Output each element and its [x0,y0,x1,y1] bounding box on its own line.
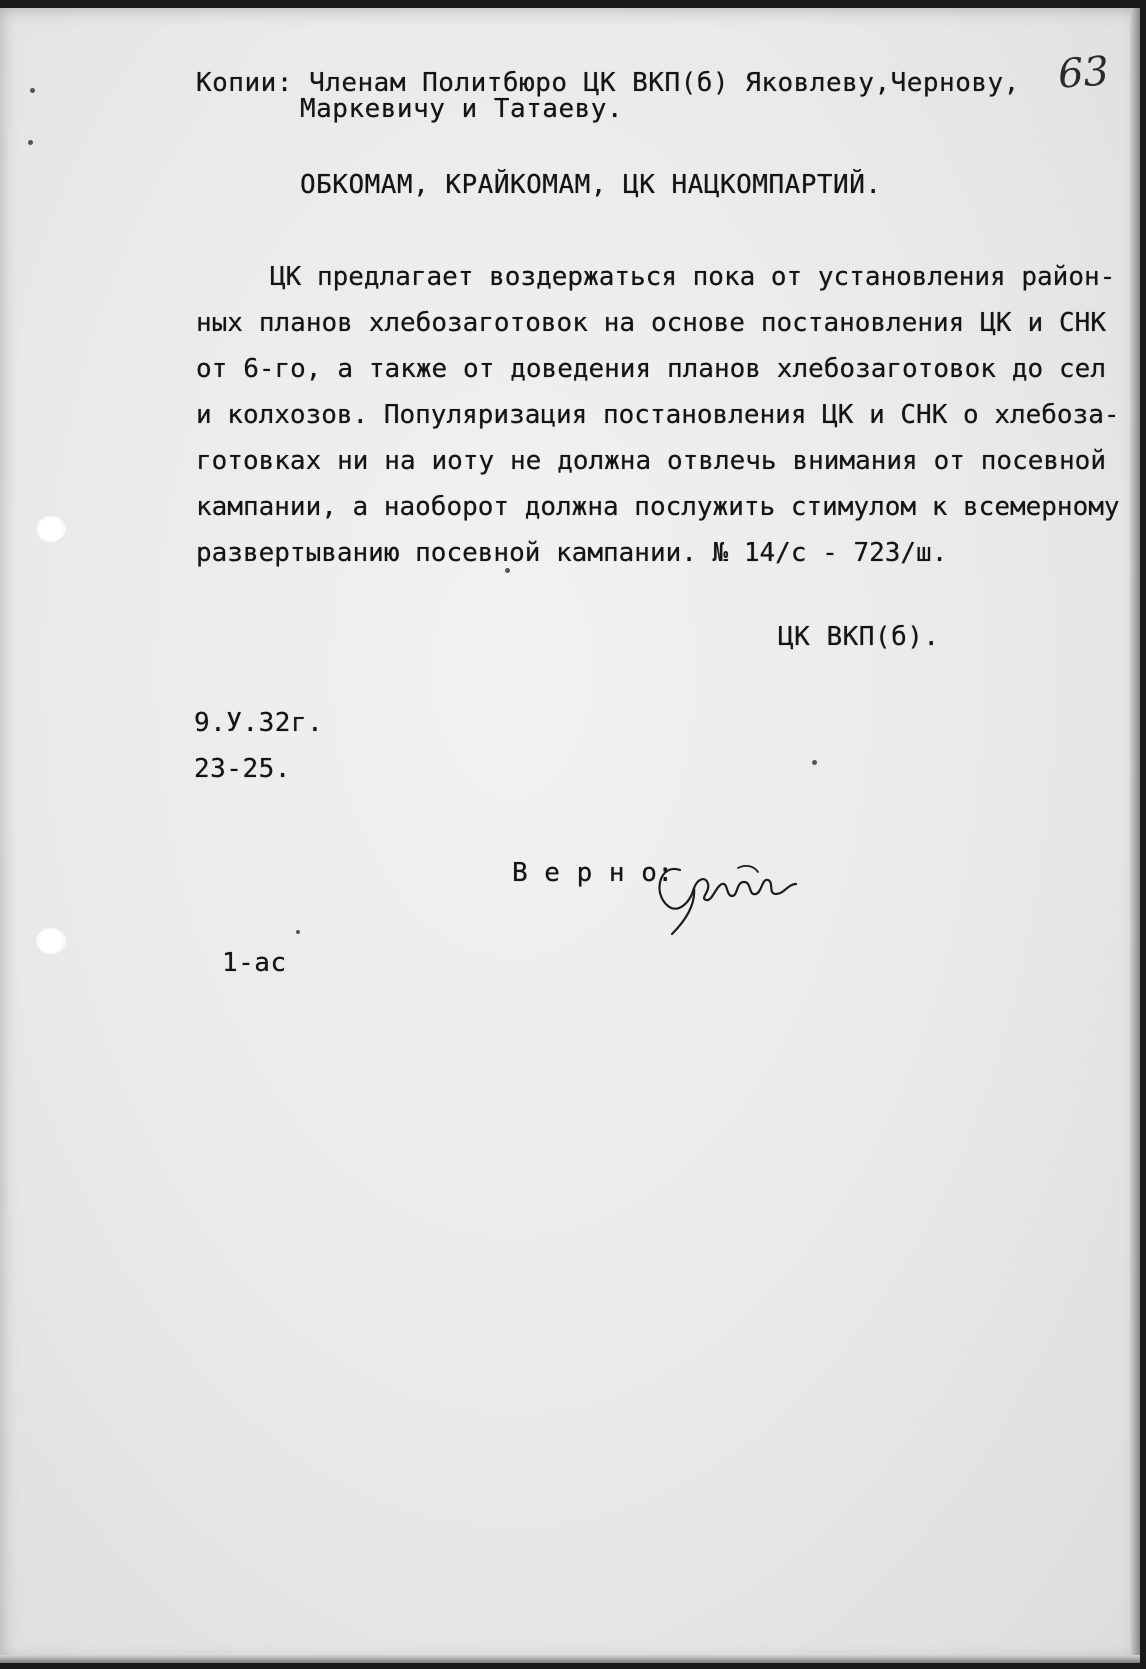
copies-line-2: Маркевичу и Татаеву. [300,94,624,124]
addressees-heading: ОБКОМАМ, КРАЙКОМАМ, ЦК НАЦКОМПАРТИЙ. [300,170,882,200]
body-line-1: ЦК предлагает воздержаться пока от установления район- [270,262,1116,292]
handwritten-signature [650,848,810,938]
document-date: 9.У.32г. [194,708,324,738]
scan-speck [296,930,300,934]
scan-edge-bottom [0,1655,1140,1663]
document-time: 23-25. [194,754,291,784]
punch-hole-lower [36,928,66,954]
body-line-3: от 6-го, а также от доведения планов хлебозаготовок до сел [196,354,1106,384]
scan-speck [30,88,35,93]
scan-speck [812,760,817,765]
document-page [0,8,1140,1663]
body-line-5: готовках ни на иоту не должна отвлечь внимания от посевной [196,446,1106,476]
punch-hole-upper [36,516,66,542]
scan-speck [505,568,510,573]
handwritten-page-number: 63 [1056,48,1111,98]
copies-line-1: Копии: Членам Политбюро ЦК ВКП(б) Яковлеву,Чернову, [196,68,1020,98]
certification-label: В е р н о: [512,858,674,888]
body-line-7: развертыванию посевной кампании. № 14/с - 723/ш. [196,538,948,568]
copy-mark: 1-ас [222,948,287,978]
scan-edge-right [1130,8,1140,1663]
body-line-6: кампании, а наоборот должна послужить стимулом к всемерному [196,492,1120,522]
sender-signature-block: ЦК ВКП(б). [778,622,940,652]
scan-speck [28,140,33,145]
body-line-2: ных планов хлебозаготовок на основе постановления ЦК и СНК [196,308,1106,338]
body-line-4: и колхозов. Популяризация постановления ЦК и СНК о хлебоза- [196,400,1120,430]
